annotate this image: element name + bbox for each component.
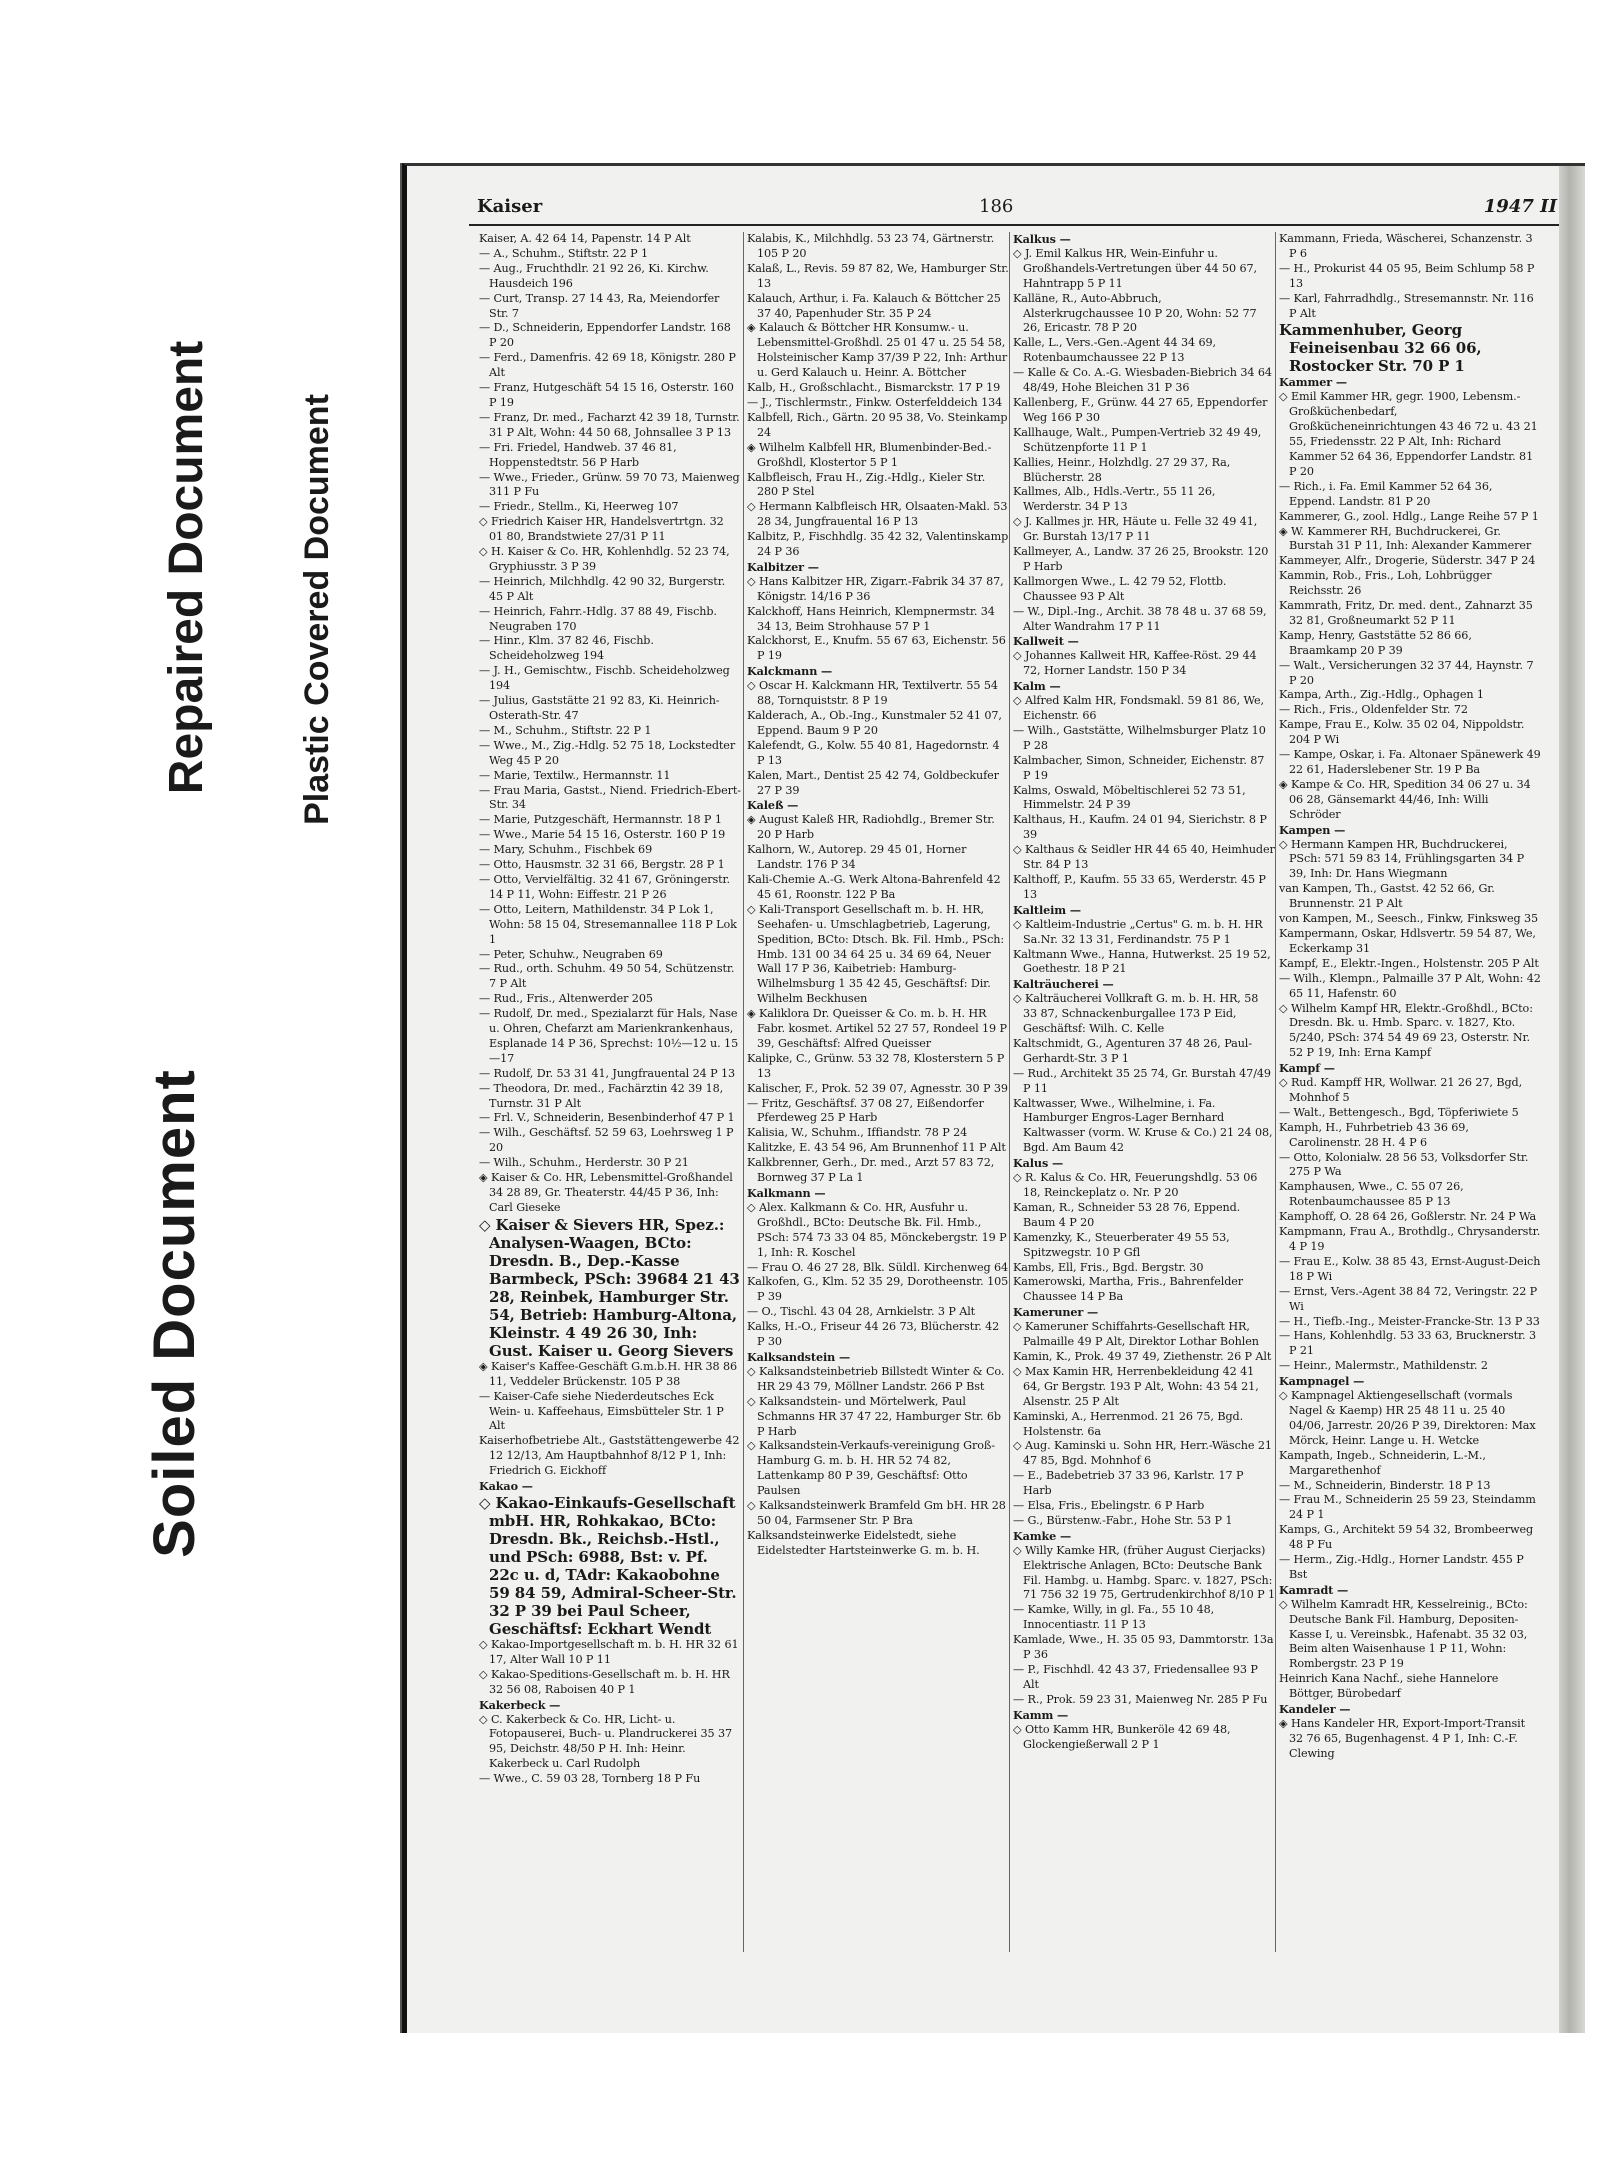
directory-entry: Kaltschmidt, G., Agenturen 37 48 26, Paul-Gerhardt-Str. 3 P 1 [1013,1036,1252,1065]
directory-entry: Kaltmann Wwe., Hanna, Hutwerkst. 25 19 52, Goethestr. 18 P 21 [1013,947,1271,976]
directory-entry: — Wilh., Geschäftsf. 52 59 63, Loehrsweg 1 P 20 [479,1126,734,1155]
directory-entry: Kamin, K., Prok. 49 37 49, Ziethenstr. 26 P Alt [1013,1349,1272,1363]
directory-entry: ◇ H. Kaiser & Co. HR, Kohlenhdlg. 52 23 74, Gryphiusstr. 3 P 39 [479,545,730,573]
directory-entry: Kalträucherei — [1013,977,1114,992]
directory-entry: Kamm — [1013,1707,1069,1722]
directory-entry: Kaminski, A., Herrenmod. 21 26 75, Bgd. Holstenstr. 6a [1013,1409,1244,1438]
directory-entry: Kameruner — [1013,1305,1099,1320]
directory-entry: Kallhauge, Walt., Pumpen-Vertrieb 32 49 49, Schützenpforte 11 P 1 [1013,425,1262,454]
directory-entry: Kaman, R., Schneider 53 28 76, Eppend. Baum 4 P 20 [1013,1200,1241,1229]
directory-entry: Kalbitzer — [747,559,819,574]
directory-entry: — M., Schuhm., Stiftstr. 22 P 1 [479,723,652,737]
directory-entry: ◇ Kalksandstein- und Mörtelwerk, Paul Schmanns HR 37 47 22, Hamburger Str. 6b P Harb [747,1394,1001,1438]
directory-entry: ◇ Kaltleim-Industrie „Certus" G. m. b. H. HR Sa.Nr. 32 13 31, Ferdinandstr. 75 P 1 [1013,917,1263,946]
directory-entry: — Marie, Textilw., Hermannstr. 11 [479,768,671,782]
directory-entry: — Wilh., Gaststätte, Wilhelmsburger Platz 10 P 28 [1013,723,1266,752]
directory-entry: Kalen, Mart., Dentist 25 42 74, Goldbeckufer 27 P 39 [747,768,999,797]
plastic-covered-document-stamp: Plastic Covered Document [297,394,336,825]
directory-entry: — Julius, Gaststätte 21 92 83, Ki. Heinrich-Osterath-Str. 47 [479,694,720,722]
directory-entry: Kaiserhofbetriebe Alt., Gaststättengewerbe 42 12 12/13, Am Hauptbahnhof 8/12 P 1, Inh: Friedrich G. Eickhoff [479,1434,740,1478]
directory-entry: — Herm., Zig.-Hdlg., Horner Landstr. 455 P Bst [1279,1553,1524,1581]
directory-entry: Kaleß — [747,798,799,813]
directory-entry: Kampmann, Frau A., Brothdlg., Chrysanderstr. 4 P 19 [1279,1225,1541,1253]
directory-entry: Heinrich Kana Nachf., siehe Hannelore Böttger, Bürobedarf [1279,1672,1499,1701]
directory-entry: Kampa, Arth., Zig.-Hdlg., Ophagen 1 [1279,688,1484,702]
directory-entry: ◇ Otto Kamm HR, Bunkeröle 42 69 48, Glockengießerwall 2 P 1 [1013,1722,1231,1751]
directory-entry: — Friedr., Stellm., Ki, Heerweg 107 [479,500,679,514]
directory-entry: — Peter, Schuhw., Neugraben 69 [479,947,663,961]
directory-entry: — Mary, Schuhm., Fischbek 69 [479,843,653,857]
directory-entry: ◇ Alex. Kalkmann & Co. HR, Ausfuhr u. Großhdl., BCto: Deutsche Bk. Fil. Hmb., PSch: 574 73 33 04 85, Mönckebergstr. 19 P 1, Inh: R. Koschel [747,1200,1007,1259]
directory-entry: — Rich., i. Fa. Emil Kammer 52 64 36, Eppend. Landstr. 81 P 20 [1279,479,1493,508]
directory-entry: — H., Tiefb.-Ing., Meister-Francke-Str. 13 P 33 [1279,1314,1540,1328]
directory-entry: — Wwe., Frieder., Grünw. 59 70 73, Maienweg 311 P Fu [479,470,740,499]
directory-entry: Kakerbeck — [479,1697,561,1712]
directory-entry: — Ernst, Vers.-Agent 38 84 72, Veringstr. 22 P Wi [1279,1284,1538,1313]
directory-entry: Kalus — [1013,1156,1064,1171]
directory-entry: Kamke — [1013,1528,1072,1543]
directory-entry: Kaiser, A. 42 64 14, Papenstr. 14 P Alt [479,232,691,245]
directory-entry: ◇ Kampnagel Aktiengesellschaft (vormals Nagel & Kaemp) HR 25 48 11 u. 25 40 04/06, Jarrestr. 20/26 P 39, Direktoren: Max Mörck, Heinr. Lange u. H. Wetcke [1279,1389,1536,1447]
directory-entry: — Frau Maria, Gastst., Niend. Friedrich-Ebert-Str. 34 [479,783,741,812]
directory-entry: Kalksandstein — [747,1349,851,1364]
directory-entry: Kamerowski, Martha, Fris., Bahrenfelder Chaussee 14 P Ba [1013,1275,1244,1304]
directory-entry: — O., Tischl. 43 04 28, Arnkielstr. 3 P Alt [747,1305,976,1319]
page-header [477,196,1557,222]
directory-entry: ◇ Kali-Transport Gesellschaft m. b. H. HR, Seehafen- u. Umschlagbetrieb, Lagerung, Spedition, BCto: Dtsch. Bk. Fil. Hmb., PSch: Hmb. 131 00 34 64 25 u. 34 69 64, Neuer Wall 17 P 36, Kaibetrieb: Hamburg-Wilhelmsburg 1 35 42 45, Geschäftsf: Dir. Wilhelm Beckhusen [747,902,1005,1006]
directory-entry: Kalb, H., Großschlacht., Bismarckstr. 17 P 19 [747,381,1001,395]
directory-entry: — Curt, Transp. 27 14 43, Ra, Meiendorfer Str. 7 [479,291,720,320]
repaired-document-stamp: Repaired Document [160,340,214,795]
directory-entry: — Fritz, Geschäftsf. 37 08 27, Eißendorfer Pferdeweg 25 P Harb [747,1096,984,1125]
column-divider [1009,232,1010,1952]
directory-entry: Kammer — [1279,375,1347,390]
directory-entry: Kammeyer, Alfr., Drogerie, Süderstr. 347 P 24 [1279,554,1536,568]
directory-entry: — W., Dipl.-Ing., Archit. 38 78 48 u. 37 68 59, Alter Wandrahm 17 P 11 [1013,604,1267,633]
directory-entry: — Otto, Kolonialw. 28 56 53, Volksdorfer Str. 275 P Wa [1279,1150,1529,1179]
directory-entry: Kallweit — [1013,634,1079,649]
directory-entry: ◈ Wilhelm Kalbfell HR, Blumenbinder-Bed.-Großhdl, Klostertor 5 P 1 [747,440,992,469]
directory-entry: ◇ Kalthaus & Seidler HR 44 65 40, Heimhuder Str. 84 P 13 [1013,843,1275,872]
directory-entry: ◈ Kaiser & Co. HR, Lebensmittel-Großhandel 34 28 89, Gr. Theaterstr. 44/45 P 36, Inh: Carl Gieseke [479,1171,733,1214]
directory-entry: ◇ J. Emil Kalkus HR, Wein-Einfuhr u. Großhandels-Vertretungen über 44 50 67, Hahntrapp 5 P 11 [1013,246,1257,290]
directory-entry: ◇ Willy Kamke HR, (früher August Cierjacks) Elektrische Anlagen, BCto: Deutsche Bank Fil. Hambg. u. Hambg. Sparc. v. 1827, PSch: 71 756 32 19 75, Gertrudenkirchhof 8/10 P 1 [1013,1543,1275,1602]
directory-entry: — Frl. V., Schneiderin, Besenbinderhof 47 P 1 [479,1111,735,1125]
directory-entry: — Kalle & Co. A.-G. Wiesbaden-Biebrich 34 64 48/49, Hohe Bleichen 31 P 36 [1013,366,1272,395]
directory-entry: — Marie, Putzgeschäft, Hermannstr. 18 P 1 [479,813,722,827]
directory-entry: ◇ Kakao-Einkaufs-Gesellschaft mbH. HR, Rohkakao, BCto: Dresdn. Bk., Reichsb.-Hstl., und PSch: 6988, Bst: v. Pf. 22c u. d, TAdr: Kakaobohne 59 84 59, Admiral-Scheer-Str. 32 P 39 bei Paul Scheer, Geschäftsf: Eckhart Wendt [479,1493,737,1638]
directory-entry: — Walt., Versicherungen 32 37 44, Haynstr. 7 P 20 [1279,658,1534,687]
header-rule [469,224,1559,226]
directory-entry: — Kaiser-Cafe siehe Niederdeutsches Eck Wein- u. Kaffeehaus, Eimsbütteler Str. 1 P Alt [479,1389,724,1433]
column-divider [1275,232,1276,1952]
directory-entry: Kalm — [1013,679,1061,694]
directory-entry: — A., Schuhm., Stiftstr. 22 P 1 [479,246,649,260]
directory-entry: Kalckhorst, E., Knufm. 55 67 63, Eichenstr. 56 P 19 [747,634,1006,663]
directory-entry: — Hinr., Klm. 37 82 46, Fischb. Scheideholzweg 194 [479,634,654,663]
directory-entry: Kampath, Ingeb., Schneiderin, L.-M., Margarethenhof [1279,1448,1486,1477]
directory-entry: ◇ C. Kakerbeck & Co. HR, Licht- u. Fotopauserei, Buch- u. Plandruckerei 35 37 95, Deichstr. 48/50 P H. Inh: Heinr. Kakerbeck u. Carl Rudolph [479,1712,733,1771]
directory-entry: — Heinrich, Milchhdlg. 42 90 32, Burgerstr. 45 P Alt [479,574,726,603]
directory-entry: ◇ Hermann Kalbfleisch HR, Olsaaten-Makl. 53 28 34, Jungfrauental 16 P 13 [747,500,1008,529]
directory-entry: ◇ Wilhelm Kamradt HR, Kesselreinig., BCto: Deutsche Bank Fil. Hamburg, Depositen-Kasse I, u. Vereinsbk., Hafenabt. 35 32 03, Beim alten Waisenhause 1 P 11, Wohn: Rombergstr. 23 P 19 [1279,1597,1528,1671]
directory-entry: ◈ Kampe & Co. HR, Spedition 34 06 27 u. 34 06 28, Gänsemarkt 44/46, Inh: Willi Schröder [1279,777,1531,821]
directory-entry: Kalckmann — [747,664,833,679]
directory-entry: Kalefendt, G., Kolw. 55 40 81, Hagedornstr. 4 P 13 [747,738,1000,767]
directory-entry: Kamph, H., Fuhrbetrieb 43 36 69, Carolinenstr. 28 H. 4 P 6 [1279,1120,1469,1149]
directory-entry: Kalipke, C., Grünw. 53 32 78, Klosterstern 5 P 13 [747,1051,1005,1080]
directory-entry: — Elsa, Fris., Ebelingstr. 6 P Harb [1013,1499,1205,1513]
directory-entry: — Rud., Fris., Altenwerder 205 [479,992,653,1006]
directory-entry: Kalle, L., Vers.-Gen.-Agent 44 34 69, Rotenbaumchaussee 22 P 13 [1013,336,1217,365]
directory-entry: — J., Tischlermstr., Finkw. Osterfelddeich 134 [747,395,1003,409]
directory-entry: — Wwe., Marie 54 15 16, Osterstr. 160 P 19 [479,828,726,842]
directory-entry: ◇ Hans Kalbitzer HR, Zigarr.-Fabrik 34 37 87, Königstr. 14/16 P 36 [747,574,1004,603]
directory-entry: Kampermann, Oskar, Hdlsvertr. 59 54 87, We, Eckerkamp 31 [1279,926,1536,955]
directory-entry: — Frau O. 46 27 28, Blk. Süldl. Kirchenweg 64 [747,1260,1009,1274]
directory-entry: Kalthaus, H., Kaufm. 24 01 94, Sierichstr. 8 P 39 [1013,813,1267,842]
directory-entry: ◇ Kalksandsteinbetrieb Billstedt Winter & Co. HR 29 43 79, Möllner Landstr. 266 P Bst [747,1364,1005,1393]
directory-entry: Kammrath, Fritz, Dr. med. dent., Zahnarzt 35 32 81, Großneumarkt 52 P 11 [1279,599,1533,627]
directory-entry: ◈ Kalauch & Böttcher HR Konsumw.- u. Lebensmittel-Großhdl. 25 01 47 u. 25 54 58, Holsteinischer Kamp 37/39 P 22, Inh: Arthur u. Gerd Kalauch u. Heinr. A. Böttcher [747,321,1008,380]
directory-entry: — Kamke, Willy, in gl. Fa., 55 10 48, Innocentiastr. 11 P 13 [1013,1603,1215,1632]
directory-entry: ◇ Oscar H. Kalckmann HR, Textilvertr. 55 54 88, Tornquiststr. 8 P 19 [747,679,998,708]
directory-entry: Kali-Chemie A.-G. Werk Altona-Bahrenfeld 42 45 61, Roonstr. 122 P Ba [747,872,1001,901]
directory-entry: ◈ Kaiser's Kaffee-Geschäft G.m.b.H. HR 38 86 11, Veddeler Brückenstr. 105 P 38 [479,1359,738,1388]
directory-entry: — Rich., Fris., Oldenfelder Str. 72 [1279,703,1468,717]
directory-entry: Kalckhoff, Hans Heinrich, Klempnermstr. 34 34 13, Beim Strohhause 57 P 1 [747,604,995,633]
directory-entry: Kalkmann — [747,1186,826,1200]
directory-entry: — Aug., Fruchthdlr. 21 92 26, Ki. Kirchw. Hausdeich 196 [479,261,709,290]
directory-entry: ◇ Max Kamin HR, Herrenbekleidung 42 41 64, Gr Bergstr. 193 P Alt, Wohn: 43 54 21, Alsenstr. 25 P Alt [1013,1364,1259,1408]
directory-entry: Kalks, H.-O., Friseur 44 26 73, Blücherstr. 42 P 30 [747,1320,1000,1349]
directory-entry: Kalläne, R., Auto-Abbruch, Alsterkrugchaussee 10 P 20, Wohn: 52 77 26, Ericastr. 78 P 20 [1013,291,1257,335]
directory-entry: — Otto, Vervielfältig. 32 41 67, Gröningerstr. 14 P 11, Wohn: Eiffestr. 21 P 26 [479,872,730,901]
directory-entry: Kalabis, K., Milchhdlg. 53 23 74, Gärtnerstr. 105 P 20 [747,232,995,260]
directory-entry: Kalderach, A., Ob.-Ing., Kunstmaler 52 41 07, Eppend. Baum 9 P 20 [747,709,1002,737]
header-keyword: Kaiser [477,196,543,217]
directory-entry: — Rudolf, Dr. 53 31 41, Jungfrauental 24 P 13 [479,1066,735,1080]
directory-entry: — Kampe, Oskar, i. Fa. Altonaer Spänewerk 49 22 61, Haderslebener Str. 19 P Ba [1279,748,1541,776]
directory-entry: — J. H., Gemischtw., Fischb. Scheideholzweg 194 [479,664,730,693]
directory-entry: ◇ Emil Kammer HR, gegr. 1900, Lebensm.-Großküchenbedarf, Großkücheneinrichtungen 43 46 72 u. 43 21 55, Friedensstr. 22 P Alt, Inh: Richard Kammer 52 64 36, Eppendorfer Landstr. 81 P 20 [1279,390,1538,478]
directory-entry: Kalbfell, Rich., Gärtn. 20 95 38, Vo. Steinkamp 24 [747,410,1008,439]
directory-entry: Kampf, E., Elektr.-Ingen., Holstenstr. 205 P Alt [1279,956,1539,970]
directory-entry: ◇ Kalksandstein-Verkaufs-vereinigung Groß-Hamburg G. m. b. H. HR 52 74 82, Lattenkamp 80 P 39, Geschäftsf: Otto Paulsen [747,1439,995,1498]
directory-entry: ◈ August Kaleß HR, Radiohdlg., Bremer Str. 20 P Harb [747,813,995,842]
directory-entry: Kampf — [1279,1061,1335,1076]
directory-entry: — Wilh., Schuhm., Herderstr. 30 P 21 [479,1156,689,1170]
directory-entry: Kamphoff, O. 28 64 26, Goßlerstr. Nr. 24 P Wa [1279,1210,1537,1224]
directory-entry: ◇ Kameruner Schiffahrts-Gesellschaft HR, Palmaille 49 P Alt, Direktor Lothar Bohlen [1013,1320,1259,1349]
directory-entry: Kammann, Frieda, Wäscherei, Schanzenstr. 3 P 6 [1279,232,1533,260]
directory-entry: Kamenzky, K., Steuerberater 49 55 53, Spitzwegstr. 10 P Gfl [1013,1230,1230,1259]
directory-entry: — Wilh., Klempn., Palmaille 37 P Alt, Wohn: 42 65 11, Hafenstr. 60 [1279,971,1541,1000]
directory-entry: Kamlade, Wwe., H. 35 05 93, Dammtorstr. 13a P 36 [1013,1633,1274,1662]
directory-entry: Kandeler — [1279,1702,1351,1717]
directory-entry: Kalisia, W., Schuhm., Iffiandstr. 78 P 24 [747,1126,968,1140]
directory-entry: Kallies, Heinr., Holzhdlg. 27 29 37, Ra, Blücherstr. 28 [1013,455,1231,484]
directory-entry: ◈ W. Kammerer RH, Buchdruckerei, Gr. Burstah 31 P 11, Inh: Alexander Kammerer [1279,524,1532,553]
directory-entry: — Karl, Fahrradhdlg., Stresemannstr. Nr. 116 P Alt [1279,291,1534,320]
directory-entry: — Franz, Dr. med., Facharzt 42 39 18, Turnstr. 31 P Alt, Wohn: 44 50 68, Johnsallee 3 P 13 [479,410,740,439]
directory-entry: — P., Fischhdl. 42 43 37, Friedensallee 93 P Alt [1013,1663,1258,1691]
directory-entry: — H., Prokurist 44 05 95, Beim Schlump 58 P 13 [1279,261,1535,290]
directory-entry: Kallmeyer, A., Landw. 37 26 25, Brookstr. 120 P Harb [1013,545,1269,573]
directory-entry: Kalauch, Arthur, i. Fa. Kalauch & Böttcher 25 37 40, Papenhuder Str. 35 P 24 [747,291,1001,320]
directory-entry: ◇ Johannes Kallweit HR, Kaffee-Röst. 29 44 72, Horner Landstr. 150 P 34 [1013,649,1257,678]
directory-entry: Kalmbacher, Simon, Schneider, Eichenstr. 87 P 19 [1013,753,1265,782]
soiled-document-stamp: Soiled Document [141,1069,207,1558]
directory-entry: Kalischer, F., Prok. 52 39 07, Agnesstr. 30 P 39 [747,1081,1008,1095]
directory-entry: Kalitzke, E. 43 54 96, Am Brunnenhof 11 P Alt [747,1141,1006,1155]
directory-entry: — Frau E., Kolw. 38 85 43, Ernst-August-Deich 18 P Wi [1279,1254,1541,1283]
directory-entry: Kammin, Rob., Fris., Loh, Lohbrügger Reichsstr. 26 [1279,569,1492,598]
directory-entry: — Theodora, Dr. med., Fachärztin 42 39 18, Turnstr. 31 P Alt [479,1081,724,1110]
directory-entry: Kampen — [1279,822,1346,837]
directory-entry: Kamradt — [1279,1582,1349,1597]
directory-entry: ◇ Wilhelm Kampf HR, Elektr.-Großhdl., BCto: Dresdn. Bk. u. Hmb. Sparc. v. 1827, Kto. 5/240, PSch: 374 54 49 69 23, Osterstr. Nr. 52 P 19, Inh: Erna Kampf [1279,1001,1533,1060]
directory-entry: ◇ Kalksandsteinwerk Bramfeld Gm bH. HR 28 50 04, Farmsener Str. P Bra [747,1499,1006,1527]
directory-entry: Kalkofen, G., Klm. 52 35 29, Dorotheenstr. 105 P 39 [747,1275,1009,1304]
directory-entry: ◇ Alfred Kalm HR, Fondsmakl. 59 81 86, We, Eichenstr. 66 [1013,694,1264,722]
directory-entry: — Wwe., C. 59 03 28, Tornberg 18 P Fu [479,1772,701,1786]
directory-entry: — E., Badebetrieb 37 33 96, Karlstr. 17 P Harb [1013,1469,1244,1498]
directory-entry: Kalhorn, W., Autorep. 29 45 01, Horner Landstr. 176 P 34 [747,843,967,872]
directory-entry: — Heinr., Malermstr., Mathildenstr. 2 [1279,1359,1488,1373]
directory-entry: ◇ Kalträucherei Vollkraft G. m. b. H. HR, 58 33 87, Schnackenburgallee 173 P Eid, Geschäftsf: Wilh. C. Kelle [1013,992,1259,1036]
directory-entry: Kallenberg, F., Grünw. 44 27 65, Eppendorfer Weg 166 P 30 [1013,395,1268,424]
directory-entry: Kammerer, G., zool. Hdlg., Lange Reihe 57 P 1 [1279,509,1539,523]
directory-entry: von Kampen, M., Seesch., Finkw, Finksweg 35 [1279,912,1539,926]
page-edge [1559,166,1585,2033]
directory-entry: ◇ Rud. Kampff HR, Wollwar. 21 26 27, Bgd, Mohnhof 5 [1279,1076,1523,1104]
page-number: 186 [979,196,1014,217]
directory-entry: van Kampen, Th., Gastst. 42 52 66, Gr. Brunnenstr. 21 P Alt [1279,882,1495,911]
directory-entry: Kamphausen, Wwe., C. 55 07 26, Rotenbaumchaussee 85 P 13 [1279,1180,1464,1209]
directory-entry: Kambs, Ell, Fris., Bgd. Bergstr. 30 [1013,1260,1204,1274]
directory-entry: ◈ Kaliklora Dr. Queisser & Co. m. b. H. HR Fabr. kosmet. Artikel 52 27 57, Rondeel 19 P 39, Geschäftsf: Alfred Queisser [747,1007,1007,1050]
directory-entry: — M., Schneiderin, Binderstr. 18 P 13 [1279,1478,1491,1492]
directory-entry: Kalthoff, P., Kaufm. 55 33 65, Werderstr. 45 P 13 [1013,872,1266,901]
directory-entry: ◇ Hermann Kampen HR, Buchdruckerei, PSch: 571 59 83 14, Frühlingsgarten 34 P 39, Inh: Dr. Hans Wiegmann [1279,837,1524,881]
directory-entry: Kallmes, Alb., Hdls.-Vertr., 55 11 26, Werderstr. 34 P 13 [1013,485,1216,514]
directory-entry: ◇ Kakao-Importgesellschaft m. b. H. HR 32 61 17, Alter Wall 10 P 11 [479,1637,739,1666]
directory-entry: Kampe, Frau E., Kolw. 35 02 04, Nippoldstr. 204 P Wi [1279,718,1525,747]
directory-entry: — Rud., orth. Schuhm. 49 50 54, Schützenstr. 7 P Alt [479,962,735,991]
directory-entry: ◇ Friedrich Kaiser HR, Handelsvertrtgn. 32 01 80, Brandstwiete 27/31 P 11 [479,515,724,544]
directory-entry: — Otto, Leitern, Mathildenstr. 34 P Lok 1, Wohn: 58 15 04, Stresemannallee 118 P Lok 1 [479,902,737,946]
directory-entry: ◇ R. Kalus & Co. HR, Feuerungshdlg. 53 06 18, Reinckeplatz o. Nr. P 20 [1013,1171,1258,1199]
directory-entry: — Hans, Kohlenhdlg. 53 33 63, Brucknerstr. 3 P 21 [1279,1329,1536,1358]
directory-entry: — Franz, Hutgeschäft 54 15 16, Osterstr. 160 P 19 [479,381,734,409]
directory-entry: Kaltwasser, Wwe., Wilhelmine, i. Fa. Hamburger Engros-Lager Bernhard Kaltwasser (vorm. W. Kruse & Co.) 21 24 08, Bgd. Am Baum 42 [1013,1096,1273,1155]
directory-entry: Kalkus — [1013,232,1071,246]
directory-entry: Kakao — [479,1479,533,1494]
directory-entry: Kalbitz, P., Fischhdlg. 35 42 32, Valentinskamp 24 P 36 [747,530,1009,559]
directory-entry: — Rud., Architekt 35 25 74, Gr. Burstah 47/49 P 11 [1013,1066,1271,1095]
directory-entry: — D., Schneiderin, Eppendorfer Landstr. 168 P 20 [479,321,731,350]
directory-entry: Kalksandsteinwerke Eidelstedt, siehe Eidelstedter Hartsteinwerke G. m. b. H. [747,1528,980,1557]
directory-entry: — Otto, Hausmstr. 32 31 66, Bergstr. 28 P 1 [479,858,725,872]
directory-entry: — Wwe., M., Zig.-Hdlg. 52 75 18, Lockstedter Weg 45 P 20 [479,738,736,767]
directory-entry: — R., Prok. 59 23 31, Maienweg Nr. 285 P Fu [1013,1692,1268,1706]
directory-entry: Kalaß, L., Revis. 59 87 82, We, Hamburger Str. 13 [747,261,1009,290]
directory-entry: — Walt., Bettengesch., Bgd, Töpferiwiete 5 [1279,1105,1519,1119]
directory-entry: Kampnagel — [1279,1374,1365,1389]
directory-entry: Kalkbrenner, Gerh., Dr. med., Arzt 57 83 72, Bornweg 37 P La 1 [747,1156,995,1185]
directory-entry: ◇ Kaiser & Sievers HR, Spez.: Analysen-Waagen, BCto: Dresdn. B., Dep.-Kasse Barmbeck, PSch: 39684 21 43 28, Reinbek, Hamburger Str. 54, Betrieb: Hamburg-Altona, Kleinstr. 4 49 26 30, Inh: Gust. Kaiser u. Georg Sievers [479,1215,740,1360]
directory-column-4 [1279,232,1541,1952]
directory-entry: ◇ Kakao-Speditions-Gesellschaft m. b. H. HR 32 56 08, Raboisen 40 P 1 [479,1667,730,1696]
directory-entry: — Heinrich, Fahrr.-Hdlg. 37 88 49, Fischb. Neugraben 170 [479,604,717,633]
directory-entry: Kalms, Oswald, Möbeltischlerei 52 73 51, Himmelstr. 24 P 39 [1013,783,1246,812]
column-divider [743,232,744,1952]
directory-entry: ◇ Aug. Kaminski u. Sohn HR, Herr.-Wäsche 21 47 85, Bgd. Mohnhof 6 [1013,1439,1272,1468]
directory-column-3 [1013,232,1275,1952]
directory-column-2 [747,232,1009,1952]
directory-entry: — Rudolf, Dr. med., Spezialarzt für Hals, Nase u. Ohren, Chefarzt am Marienkrankenhaus, Esplanade 14 P 36, Sprechst: 10½—12 u. 15—17 [479,1007,739,1065]
directory-entry: — Fri. Friedel, Handweb. 37 46 81, Hoppenstedtstr. 56 P Harb [479,440,677,469]
directory-entry: Kalbfleisch, Frau H., Zig.-Hdlg., Kieler Str. 280 P Stel [747,470,986,499]
header-year: 1947 II [1483,196,1557,217]
directory-entry: Kamps, G., Architekt 59 54 32, Brombeerweg 48 P Fu [1279,1523,1534,1552]
directory-entry: Kaltleim — [1013,902,1081,917]
directory-entry: — Ferd., Damenfris. 42 69 18, Königstr. 280 P Alt [479,351,736,380]
scanned-directory-page [402,163,1585,2033]
condition-stamps [0,0,400,1558]
directory-entry: Kamp, Henry, Gaststätte 52 86 66, Braamkamp 20 P 39 [1279,628,1472,657]
directory-column-1 [479,232,741,1952]
directory-entry: ◈ Hans Kandeler HR, Export-Import-Transit 32 76 65, Bugenhagenst. 4 P 1, Inh: C.-F. Clewing [1279,1717,1526,1760]
directory-entry: — Frau M., Schneiderin 25 59 23, Steindamm 24 P 1 [1279,1493,1536,1522]
directory-entry: Kallmorgen Wwe., L. 42 79 52, Flottb. Chaussee 93 P Alt [1013,574,1227,603]
directory-entry: Kammenhuber, Georg Feineisenbau 32 66 06, Rostocker Str. 70 P 1 [1279,321,1482,376]
directory-entry: ◇ J. Kallmes jr. HR, Häute u. Felle 32 49 41, Gr. Burstah 13/17 P 11 [1013,515,1258,544]
directory-entry: — G., Bürstenw.-Fabr., Hohe Str. 53 P 1 [1013,1513,1233,1527]
